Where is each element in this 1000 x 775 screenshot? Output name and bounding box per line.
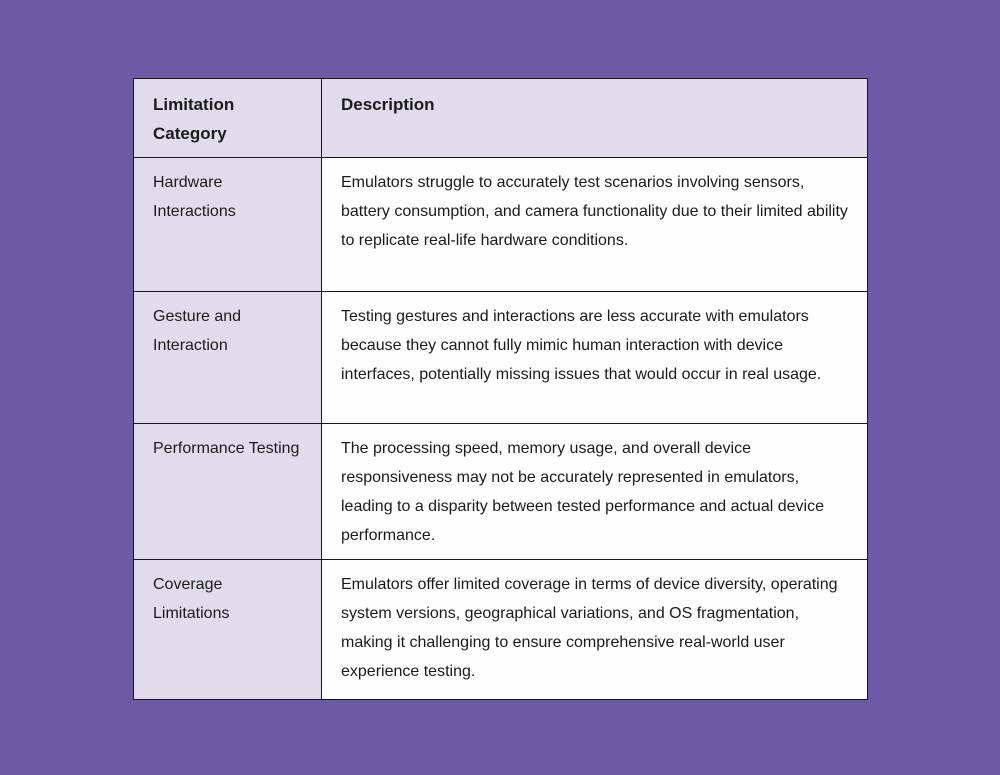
table-row [134,158,868,292]
table-row [134,424,868,560]
limitations-table [133,78,868,700]
category-cell-coverage-limitations: Coverage Limitations [134,560,322,700]
category-cell-hardware-interactions: Hardware Interactions [134,158,322,292]
column-header-limitation-category: Limitation Category [134,79,322,158]
table-row [134,292,868,424]
table-row [134,560,868,700]
description-cell-hardware-interactions: Emulators struggle to accurately test scenarios involving sensors, battery consumption, and camera functionality due to their limited ability to replicate real-life hardware conditions. [322,158,868,292]
description-cell-performance-testing: The processing speed, memory usage, and overall device responsiveness may not be accurately represented in emulators, leading to a disparity between tested performance and actual device performance. [322,424,868,560]
description-cell-gesture-and-interaction: Testing gestures and interactions are less accurate with emulators because they cannot fully mimic human interaction with device interfaces, potentially missing issues that would occur in real usage. [322,292,868,424]
category-cell-gesture-and-interaction: Gesture and Interaction [134,292,322,424]
category-cell-performance-testing: Performance Testing [134,424,322,560]
description-cell-coverage-limitations: Emulators offer limited coverage in terms of device diversity, operating system versions, geographical variations, and OS fragmentation, making it challenging to ensure comprehensive real-world user experience testing. [322,560,868,700]
column-header-description: Description [322,79,868,158]
table-header-row [134,79,868,158]
